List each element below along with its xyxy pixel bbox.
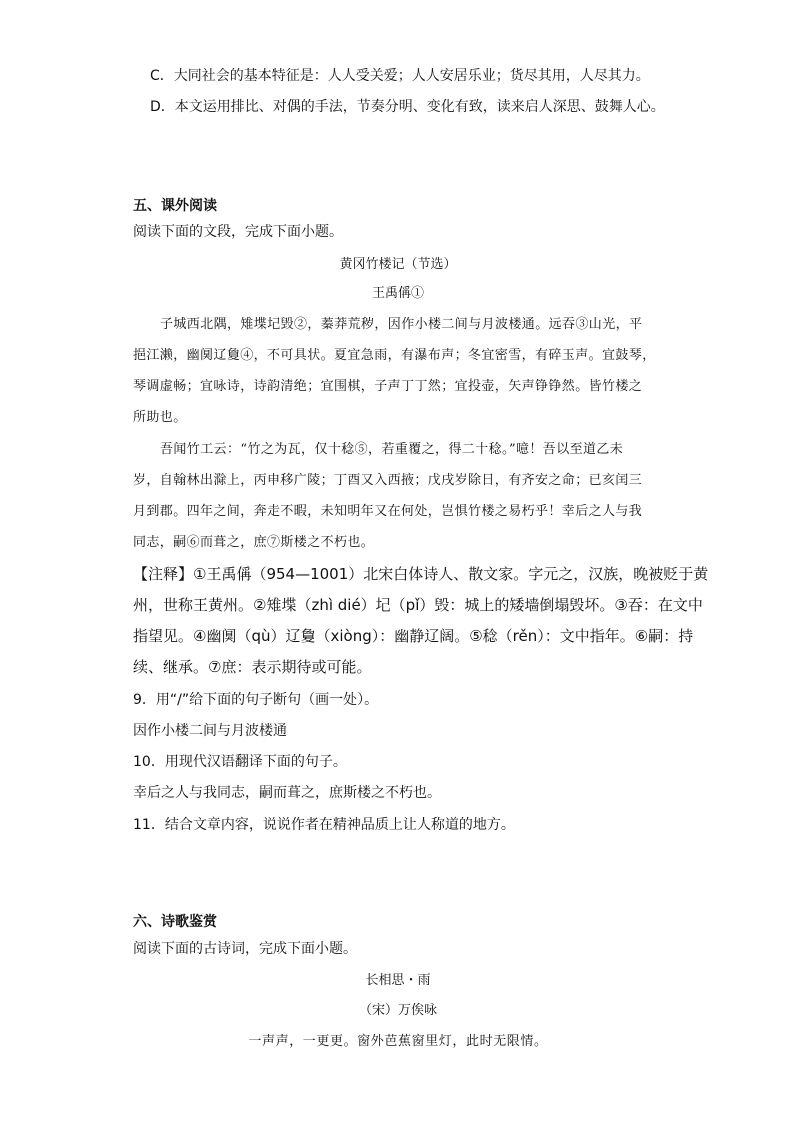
option-d: D．本文运用排比、对偶的手法，节奏分明、变化有致，读来启人深思、鼓舞人心。: [150, 99, 665, 115]
note-line: 指望见。④幽阒（qù）辽敻（xiòng）：幽静辽阔。⑤稔（rěn）：文中指年。⑥嗣：持: [133, 627, 694, 645]
para2-line: 吾闻竹工云：“竹之为瓦，仅十稔⑤，若重覆之，得二十稔。”噫！吾以至道乙未: [160, 442, 624, 457]
note-line: 续、继承。⑦庶：表示期待或可能。: [133, 658, 372, 676]
question-11: 11．结合文章内容，说说作者在精神品质上让人称道的地方。: [133, 817, 515, 833]
note-line: 【注释】①王禹偁（954—1001）北宋白体诗人、散文家。字元之，汉族，晚被贬于黄: [133, 565, 709, 583]
option-c: C．大同社会的基本特征是：人人受关爱；人人安居乐业；货尽其用，人尽其力。: [150, 68, 650, 84]
para1-line: 子城西北隅，雉堞圮毁②，蓁莽荒秽，因作小楼二间与月波楼通。远吞③山光，平: [160, 317, 643, 332]
question-9-sentence: 因作小楼二间与月波楼通: [133, 723, 287, 739]
poem-line-1: 一声声，一更更。窗外芭蕉窗里灯，此时无限情。: [248, 1034, 548, 1049]
passage-title: 黄冈竹楼记（节选）: [339, 257, 457, 272]
section6-heading: 六、诗歌鉴赏: [133, 914, 217, 930]
para1-line: 所助也。: [133, 410, 187, 425]
note-line: 州，世称王黄州。②雉堞（zhì dié）圮（pǐ）毁：城上的矮墙倒塌毁坏。③吞：在文中: [133, 596, 703, 614]
poem-title: 长相思・雨: [365, 973, 431, 988]
para2-line: 月到郡。四年之间，奔走不暇，未知明年又在何处，岂惧竹楼之易朽乎！幸后之人与我: [133, 504, 643, 519]
section5-heading: 五、课外阅读: [133, 198, 217, 214]
question-10: 10．用现代汉语翻译下面的句子。: [133, 754, 347, 770]
passage-author: 王禹偁①: [371, 286, 424, 301]
poem-author: （宋）万俟咏: [358, 1003, 437, 1018]
para2-line: 同志，嗣⑥而葺之，庶⑦斯楼之不朽也。: [133, 535, 375, 550]
para2-line: 岁，自翰林出滁上，丙申移广陵；丁酉又入西掖；戊戌岁除日，有齐安之命；已亥闰三: [133, 473, 643, 488]
question-9: 9．用“/”给下面的句子断句（画一处）。: [133, 692, 379, 708]
question-10-sentence: 幸后之人与我同志，嗣而葺之，庶斯楼之不朽也。: [133, 785, 441, 801]
para1-line: 琴调虚畅；宜咏诗，诗韵清绝；宜围棋，子声丁丁然；宜投壶，矢声铮铮然。皆竹楼之: [133, 379, 643, 394]
section5-instruction: 阅读下面的文段，完成下面小题。: [133, 224, 343, 240]
section6-instruction: 阅读下面的古诗词，完成下面小题。: [133, 941, 357, 957]
para1-line: 挹江濑，幽阒辽敻④，不可具状。夏宜急雨，有瀑布声；冬宜密雪，有碎玉声。宜鼓琴，: [133, 348, 656, 363]
